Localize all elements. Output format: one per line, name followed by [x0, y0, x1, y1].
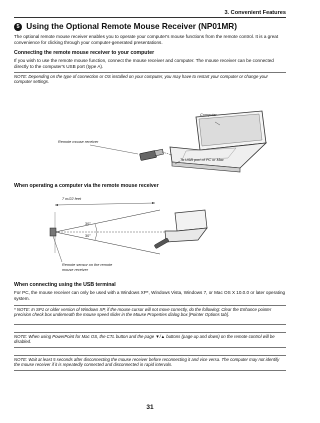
section-number-badge: 5 — [14, 23, 22, 31]
laptop-illustration — [170, 111, 266, 172]
computer-label: Computer — [200, 113, 217, 117]
distance-label: 7 m/22 feet — [62, 197, 81, 201]
usb-terminal-heading: When connecting using the USB terminal — [14, 282, 116, 288]
usb-terminal-paragraph: For PC, the mouse receiver can only be used with a Windows XP*, Windows Vista, Windows 7, or Mac OS X 10.0.0 or later operating system. — [14, 290, 286, 301]
intro-paragraph: The optional remote mouse receiver enables you to operate your computer's mouse functions from the remote control. It is a great convenience for clicking through your computer-generated presentations. — [14, 34, 279, 45]
connecting-paragraph: If you wish to use the remote mouse function, connect the mouse receiver and computer. The mouse receiver can be connected directly to the computer's USB port (type A). — [14, 58, 274, 69]
restart-note: NOTE: Depending on the type of connection or OS installed on your computer, you may have to restart your computer or change your computer settings. — [14, 73, 268, 85]
page-number: 31 — [146, 404, 154, 411]
angle-bottom-label: 30° — [85, 234, 91, 238]
usb-receiver-illustration — [140, 149, 164, 160]
usb-port-label: To USB port of PC or Mac — [180, 158, 224, 162]
receiver-label: Remote mouse receiver — [58, 140, 99, 144]
range-diagram — [50, 202, 207, 262]
section-title: Using the Optional Remote Mouse Receiver (NP01MR) — [26, 22, 237, 31]
sp1-note: * NOTE: In SP1 or older version of Windows XP, if the mouse cursor will not move correctly, do the following: Clear the Enhance pointer precision check box underneath the mouse speed slider in the Mouse Properties dialog box [Pointer Options tab]. — [14, 306, 272, 318]
operating-heading: When operating a computer via the remote mouse receiver — [14, 183, 159, 189]
wait-note: NOTE: Wait at least 5 seconds after disconnecting the mouse receiver before reconnecting it and vice versa. The computer may not identify the mouse receiver if it is repeatedly connected and disconnected in rapid intervals. — [14, 356, 280, 368]
chapter-title: 3. Convenient Features — [224, 10, 286, 16]
note-divider — [14, 324, 286, 325]
sensor-label: Remote sensor on the remote mouse receiver — [62, 263, 113, 272]
note-divider — [14, 347, 286, 348]
angle-top-label: 30° — [85, 222, 91, 226]
connecting-heading: Connecting the remote mouse receiver to your computer — [14, 50, 155, 56]
note-divider — [14, 370, 286, 371]
powerpoint-note: NOTE: When using PowerPoint for Mac OS, the CTL button and the page ▼/▲ buttons (page up and down) on the remote control will be disabled. — [14, 333, 275, 345]
